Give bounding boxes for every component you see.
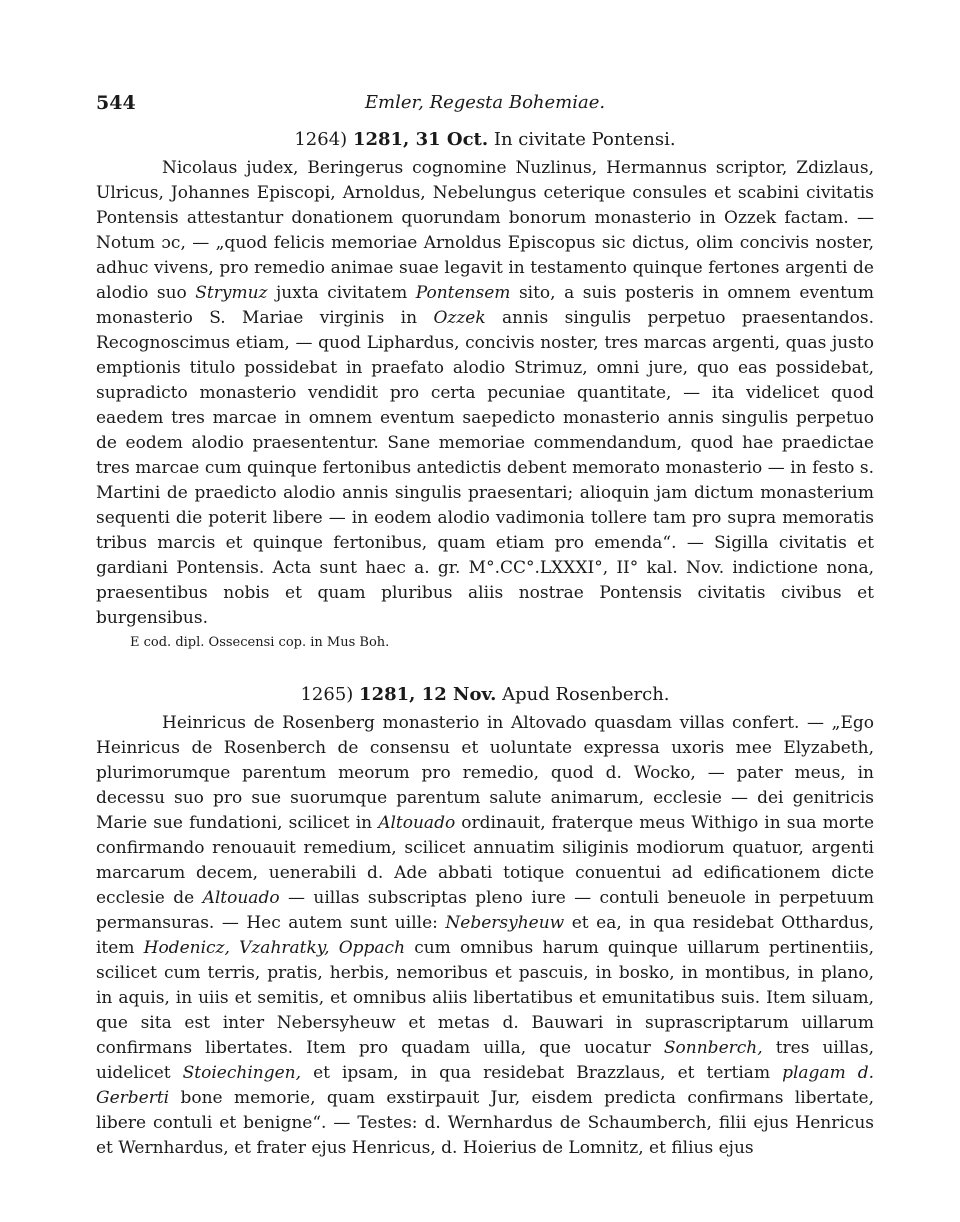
page-number: 544 [96, 92, 136, 114]
place-name: Stoiechingen, [182, 1063, 302, 1083]
charter-number: 1264) [294, 129, 348, 150]
charter-text-1264 [96, 156, 874, 631]
document-page [96, 88, 874, 1161]
place-name: Ozzek [433, 308, 486, 328]
charter-text-1265 [96, 711, 874, 1161]
charter-date: 1281, 31 Oct. [352, 129, 489, 150]
source-note: E cod. dipl. Ossecensi cop. in Mus Boh. [130, 635, 390, 650]
charter-heading-1264 [96, 128, 874, 152]
text-segment: et ipsam, in qua residebat Brazzlaus, et tertiam [313, 1063, 771, 1083]
charter-place: In civitate Pontensi. [493, 129, 676, 150]
page-header [96, 88, 874, 122]
text-segment: Heinricus de Rosenberg monasterio in Altovado quasdam villas confert. — „Ego Heinricus de Rosenberch de consensu et uoluntate expressa uxoris mee Elyzabeth, plurimorumque parentum meorum pro remedio, quod d. Wocko, — pater meus, in decessu suo pro sue suorumque parentum salute animarum, ecclesie — dei genitricis Marie sue fundationi, scilicet in [96, 713, 874, 833]
place-name: Oppach [338, 938, 406, 958]
text-segment: ordinauit, fraterque meus Withigo in sua morte confirmando renouauit remedium, scilicet annuatim siliginis modiorum quatuor, argenti marcarum decem, uenerabili d. Ade abbati totique conuentui ad edificationem dicte ecclesie de [96, 813, 875, 908]
text-segment: cum omnibus harum quinque uillarum pertinentiis, scilicet cum terris, pratis, herbis, nemoribus et pascuis, in bosko, in montibus, in plano, in aquis, in uiis et semitis, et omnibus aliis libertatibus et emunitatibus suis. Item siluam, que sita est inter Nebersyheuw et metas d. Bauwari in suprascriptarum uillarum confirmans libertates. Item pro quadam uilla, que uocatur [96, 938, 875, 1058]
charter-date: 1281, 12 Nov. [359, 684, 497, 705]
place-name: Nebersyheuw [445, 913, 565, 933]
text-segment: — uillas subscriptas pleno iure — contuli beneuole in perpetuum permansuras. — Hec autem sunt uille: [96, 888, 874, 933]
text-segment: sito, a suis posteris in omnem eventum monasterio S. Mariae virginis in [96, 283, 874, 328]
text-segment: tres uillas, uidelicet [96, 1038, 874, 1083]
place-name: Sonnberch, [663, 1038, 763, 1058]
place-name: Altouado [378, 813, 456, 833]
place-name: Vzahratky, [239, 938, 330, 958]
place-name: Altouado [202, 888, 280, 908]
text-segment: et ea, in qua residebat Otthardus, item [96, 913, 875, 958]
text-segment: annis singulis perpetuo praesentandos. Recognoscimus etiam, — quod Liphardus, concivis noster, tres marcas argenti, quas justo emptionis titulo possidebat in praefato alodio Strimuz, omni jure, quo eas possidebat, supradicto monasterio vendidit pro certa pecuniae quantitate, — ita videlicet quod eaedem tres marcae in omnem eventum saepedicto monasterio annis singulis perpetuo de eodem alodio praesententur. Sane memoriae commendandum, quod hae praedictae tres marcae cum quinque fertonibus antedictis debent memorato monasterio — in festo s. Martini de praedicto alodio annis singulis praesentari; alioquin jam dictum monasterium sequenti die poterit libere — in eodem alodio vadimonia tollere tam pro supra memoratis tribus marcis et quinque fertonibus, quam etiam pro emenda“. — Sigilla civitatis et gardiani Pontensis. Acta sunt haec a. gr. M°.CC°.LXXXI°, II° kal. Nov. indictione nona, praesentibus nobis et quam pluribus aliis nostrae Pontensis civitatis civibus et burgensibus. [96, 308, 874, 628]
text-segment: bone memorie, quam exstirpauit Jur, eisdem predicta confirmans libertate, libere contuli et benigne“. — Testes: d. Wernhardus de Schaumberch, filii ejus Henricus et Wernhardus, et frater ejus Henricus, d. Hoierius de Lomnitz, et filius ejus [96, 1088, 874, 1158]
charter-heading-1265 [96, 683, 874, 707]
text-segment: Nicolaus judex, Beringerus cognomine Nuzlinus, Hermannus scriptor, Zdizlaus, Ulricus, Johannes Episcopi, Arnoldus, Nebelungus ceterique consules et scabini civitatis Pontensis attestantur donationem quorundam bonorum monasterio in Ozzek factam. — Notum ɔc, — „quod felicis memoriae Arnoldus Episcopus sic dictus, olim concivis noster, adhuc vivens, pro remedio animae suae legavit in testamento quinque fertones argenti de alodio suo [96, 158, 874, 303]
place-name: plagam d. Gerberti [96, 1063, 874, 1108]
text-segment: juxta civitatem [276, 283, 408, 303]
section-spacer [96, 653, 874, 677]
charter-number: 1265) [300, 684, 354, 705]
charter-place: Apud Rosenberch. [502, 684, 670, 705]
place-name: Pontensem [415, 283, 511, 303]
running-title: Emler, Regesta Bohemiae. [364, 92, 606, 113]
place-name: Hodenicz, [143, 938, 230, 958]
place-name: Strymuz [195, 283, 268, 303]
